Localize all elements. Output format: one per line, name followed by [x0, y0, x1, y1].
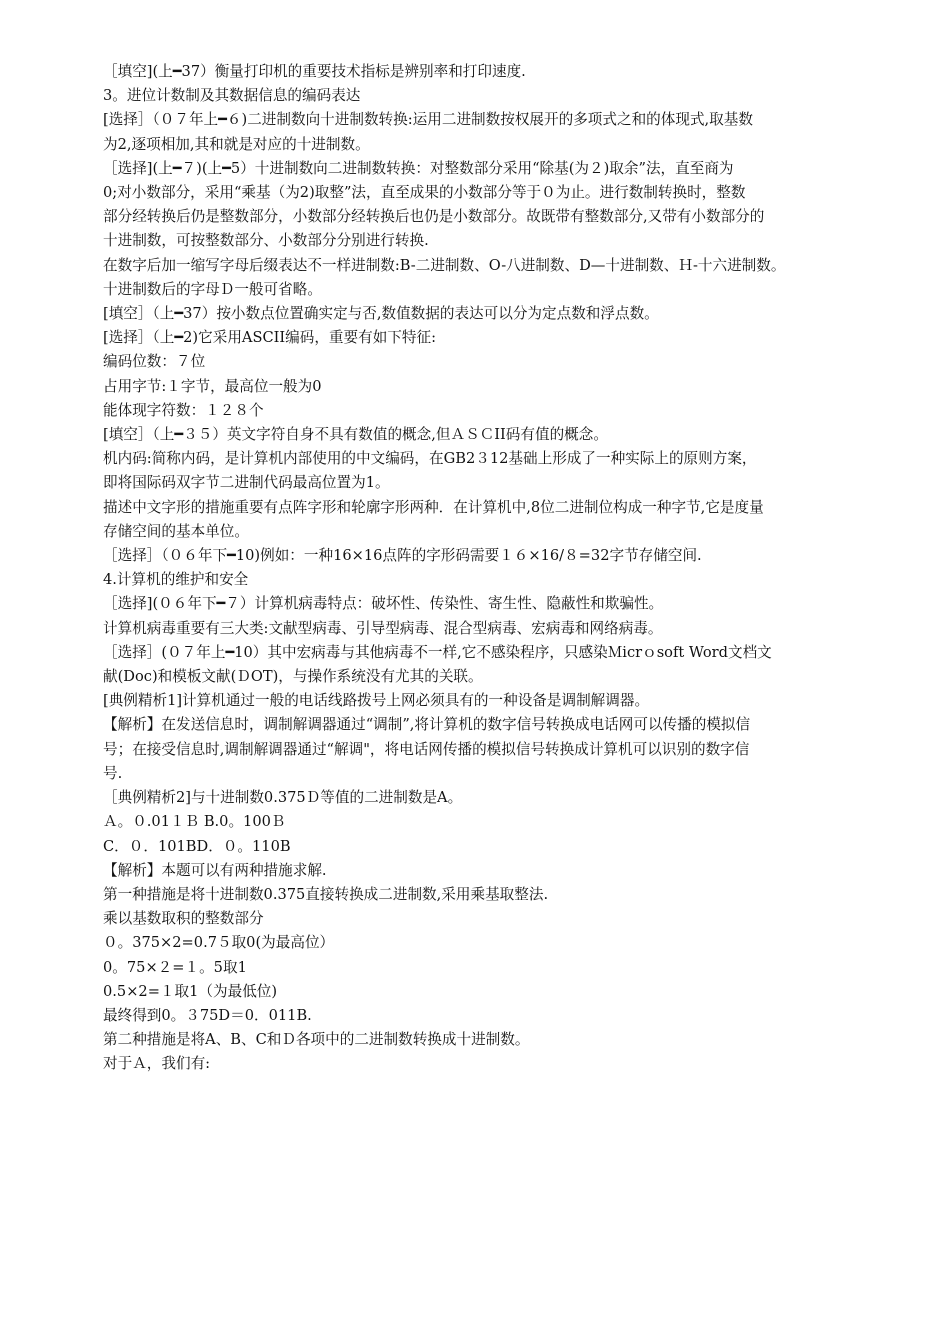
text-line: 第二种措施是将A、B、C和Ｄ各项中的二进制数转换成十进制数。: [103, 1031, 530, 1049]
text-line: [典例精析1]计算机通过一般的电话线路拨号上网必须具有的一种设备是调制解调器。: [103, 692, 650, 710]
text-line: [选择］（上━2)它采用ASCII编码，重要有如下特征:: [103, 329, 436, 347]
text-line: ［选择](０６年下━７）计算机病毒特点：破坏性、传染性、寄生性、隐蔽性和欺骗性。: [103, 595, 664, 613]
text-line: 4.计算机的维护和安全: [103, 571, 249, 589]
text-line: 机内码:简称内码，是计算机内部使用的中文编码，在GB2３12基础上形成了一种实际上的原则方案，: [103, 450, 757, 468]
text-line: 占用字节:１字节，最高位一般为0: [103, 377, 322, 395]
text-line: 号.: [103, 764, 123, 782]
text-line: ０。375×2=0.7５取0(为最高位）: [103, 934, 335, 952]
text-line: 3。进位计数制及其数据信息的编码表达: [103, 87, 361, 105]
text-line: 第一种措施是将十进制数0.375直接转换成二进制数,采用乘基取整法.: [103, 885, 549, 903]
text-line: [选择］（０７年上━６)二进制数向十进制数转换:运用二进制数按权展开的多项式之和的体现式,取基数: [103, 111, 753, 129]
text-line: 乘以基数取积的整数部分: [103, 910, 264, 928]
text-line: 存储空间的基本单位。: [103, 522, 249, 540]
text-line: 【解析】在发送信息时，调制解调器通过“调制”,将计算机的数字信号转换成电话网可以传播的模拟信: [103, 716, 751, 734]
text-line: 描述中文字形的措施重要有点阵字形和轮廓字形两种．在计算机中,8位二进制位构成一种字节,它是度量: [103, 498, 764, 516]
text-line: 编码位数：７位: [103, 353, 206, 371]
text-line: 能体现字符数：１２８个: [103, 401, 264, 419]
text-line: ［选择］(０７年上━10）其中宏病毒与其他病毒不一样,它不感染程序，只感染Ｍicrｏsoft Word文档文: [103, 643, 772, 661]
text-line: Ａ。０.01１Ｂ B.0。100Ｂ: [103, 813, 286, 831]
text-line: 计算机病毒重要有三大类:文献型病毒、引导型病毒、混合型病毒、宏病毒和网络病毒。: [103, 619, 663, 637]
text-line: 为2,逐项相加,其和就是对应的十进制数。: [103, 135, 370, 153]
text-line: 部分经转换后仍是整数部分，小数部分经转换后也仍是小数部分。故既带有整数部分,又带有小数部分的: [103, 208, 765, 226]
text-line: 【解析】本题可以有两种措施求解.: [103, 861, 327, 879]
text-line: ［选择］（０６年下━10)例如：一种16×16点阵的字形码需要１６×16/８=32字节存储空间.: [103, 547, 702, 565]
text-line: 0;对小数部分，采用“乘基（为2)取整”法，直至成果的小数部分等于０为止。进行数制转换时，整数: [103, 184, 746, 202]
text-line: 即将国际码双字节二进制代码最高位置为1。: [103, 474, 390, 492]
text-line: ［选择](上━７)(上━5）十进制数向二进制数转换：对整数部分采用“除基(为２)取余”法，直至商为: [103, 159, 734, 177]
text-line: 在数字后加一缩写字母后缀表达不一样进制数:B-二进制数、O-八进制数、D—十进制数、Ｈ-十六进制数。: [103, 256, 786, 274]
text-line: 号；在接受信息时,调制解调器通过“解调"，将电话网传播的模拟信号转换成计算机可以识别的数字信: [103, 740, 750, 758]
text-line: 十进制数后的字母Ｄ一般可省略。: [103, 280, 322, 298]
text-line: 献(Doc)和模板文献(ＤOT)，与操作系统没有尤其的关联。: [103, 668, 483, 686]
text-line: 0。75×２=１。5取1: [103, 958, 247, 976]
text-line: ［填空](上━37）衡量打印机的重要技术指标是辨别率和打印速度.: [103, 63, 526, 80]
text-line: 0.5×2=１取1（为最低位): [103, 982, 278, 1000]
text-line: [填空］（上━37）按小数点位置确实定与否,数值数据的表达可以分为定点数和浮点数。: [103, 305, 659, 323]
text-line: 最终得到0。３75D＝0．011B.: [103, 1006, 312, 1024]
text-line: 对于Ａ，我们有:: [103, 1055, 211, 1073]
text-line: 十进制数，可按整数部分、小数部分分别进行转换.: [103, 232, 429, 250]
text-line: [填空］（上━３５）英文字符自身不具有数值的概念,但ＡＳＣII码有值的概念。: [103, 426, 608, 444]
text-line: C．０．101BD．０。110B: [103, 837, 291, 855]
text-line: ［典例精析2]与十进制数0.375Ｄ等值的二进制数是A。: [103, 789, 463, 807]
